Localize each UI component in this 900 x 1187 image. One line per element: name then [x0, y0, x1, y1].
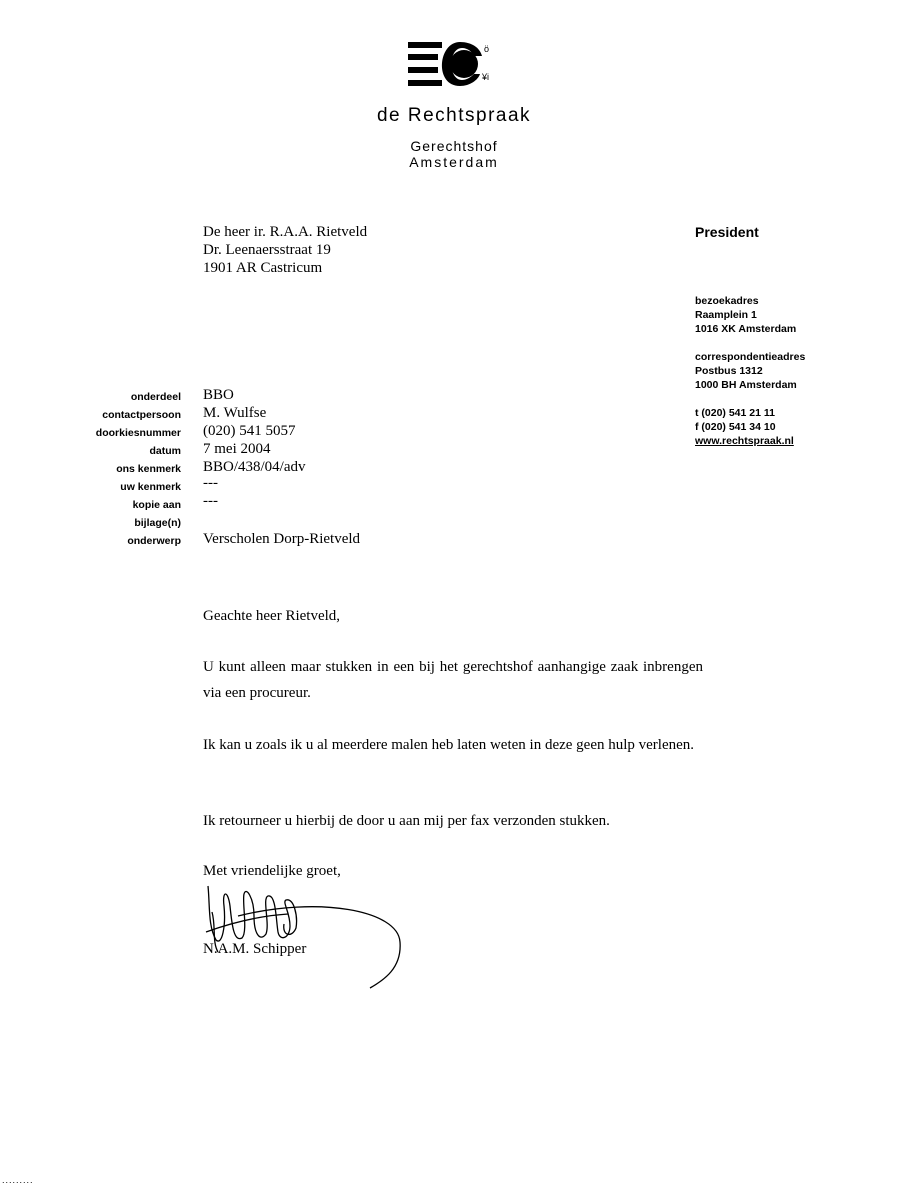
brand-name: de Rechtspraak [376, 105, 532, 126]
correspondence-label: correspondentieadres [695, 351, 806, 363]
sender-title: President [695, 224, 759, 240]
visit-city: 1016 XK Amsterdam [695, 323, 797, 335]
body-paragraph-3: Ik retourneer u hierbij de door u aan mij per fax verzonden stukken. [203, 813, 610, 829]
signature-icon [198, 876, 413, 994]
meta-value-datum: 7 mei 2004 [203, 441, 271, 457]
meta-label-ons-kenmerk: ons kenmerk [116, 463, 181, 475]
visit-address-label: bezoekadres [695, 295, 759, 307]
meta-label-kopie-aan: kopie aan [132, 499, 181, 511]
meta-label-datum: datum [149, 445, 181, 457]
meta-label-doorkiesnummer: doorkiesnummer [95, 427, 181, 439]
meta-value-onderdeel: BBO [203, 387, 234, 403]
svg-text:ö: ö [484, 44, 490, 54]
meta-value-uw-kenmerk: --- [203, 475, 218, 491]
meta-label-onderdeel: onderdeel [130, 391, 181, 403]
recipient-street: Dr. Leenaersstraat 19 [203, 242, 331, 258]
rechtspraak-logo-icon [408, 40, 500, 88]
meta-label-uw-kenmerk: uw kenmerk [120, 481, 181, 493]
svg-text:¥i: ¥i [482, 72, 490, 82]
body-paragraph-2: Ik kan u zoals ik u al meerdere malen heb laten weten in deze geen hulp verlenen. [203, 737, 695, 753]
body-paragraph-1: U kunt alleen maar stukken in een bij het gerechtshof aanhangige zaak inbrengen via een procureur. [203, 659, 703, 701]
fax-number: f (020) 541 34 10 [695, 421, 776, 433]
meta-label-contactpersoon: contactpersoon [102, 409, 181, 421]
footer-dots: ......... [2, 1175, 34, 1185]
salutation: Geachte heer Rietveld, [203, 608, 341, 624]
meta-value-kopie-aan: --- [203, 493, 218, 509]
meta-value-onderwerp: Verscholen Dorp-Rietveld [203, 531, 361, 547]
signer-name: N.A.M. Schipper [203, 941, 307, 957]
correspondence-box: Postbus 1312 [695, 365, 763, 377]
court-city: Amsterdam [409, 154, 499, 170]
visit-street: Raamplein 1 [695, 309, 757, 321]
closing: Met vriendelijke groet, [203, 863, 341, 879]
meta-label-bijlagen: bijlage(n) [134, 517, 181, 529]
recipient-city: 1901 AR Castricum [203, 260, 323, 276]
meta-value-contactpersoon: M. Wulfse [203, 405, 267, 421]
meta-value-ons-kenmerk: BBO/438/04/adv [203, 459, 306, 475]
court-name: Gerechtshof [410, 138, 498, 154]
website-link[interactable]: www.rechtspraak.nl [695, 435, 794, 447]
recipient-name: De heer ir. R.A.A. Rietveld [203, 224, 368, 240]
meta-label-onderwerp: onderwerp [127, 535, 181, 547]
meta-value-doorkiesnummer: (020) 541 5057 [203, 423, 296, 439]
correspondence-city: 1000 BH Amsterdam [695, 379, 797, 391]
phone-number: t (020) 541 21 11 [695, 407, 775, 419]
